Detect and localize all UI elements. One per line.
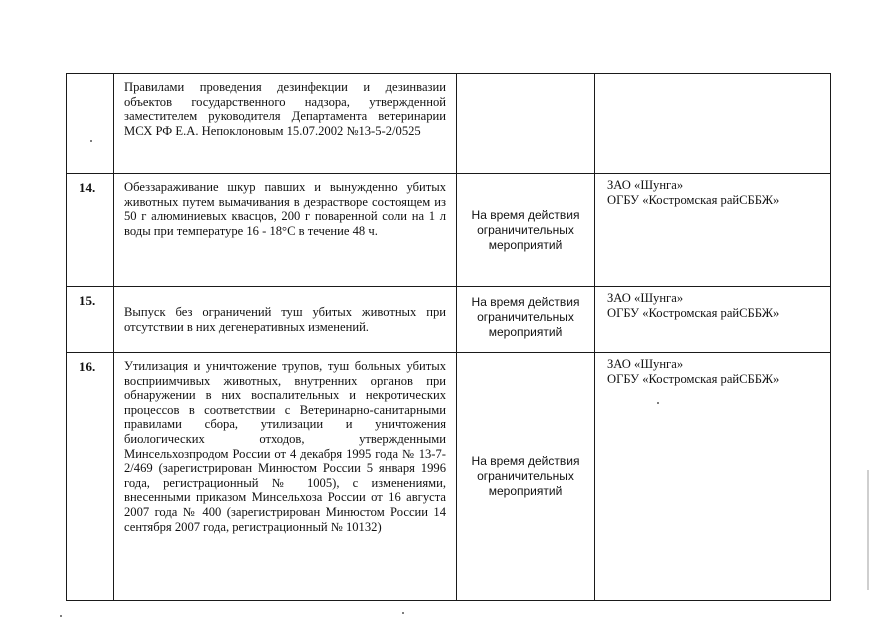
table-row [67,74,831,174]
measure-description: Выпуск без ограничений туш убитых животных при отсутствии в них дегенеративных изменений. [114,287,457,353]
responsible-cell [595,353,831,601]
measure-description: Обеззараживание шкур павших и вынужденно убитых животных путем вымачивания в дезрастворе состоящем из 50 г алюминиевых квасцов, 200 г поваренной соли на 1 л воды при температуре 16 - 18°С в течение 48 ч. [114,174,457,287]
scan-speck [60,615,62,617]
responsible-org: ОГБУ «Костромская райСББЖ» [607,306,780,320]
measures-table [66,73,831,601]
scan-speck [402,612,404,614]
row-number-cell: 15. [67,287,114,353]
measure-description: Правилами проведения дезинфекции и дезинвазии объектов государственного надзора, утвержденной заместителем руководителя Департамента ветеринарии МСХ РФ Е.А. Непоклоновым 15.07.2002 №13-5-2/0525 [114,74,457,174]
row-number-cell: 14. [67,174,114,287]
scan-speck [90,140,92,142]
responsible-org: ОГБУ «Костромская райСББЖ» [607,193,780,207]
responsible-cell [595,74,831,174]
term-cell [457,74,595,174]
scan-edge-shadow [867,470,869,590]
responsible-org: ОГБУ «Костромская райСББЖ» [607,372,780,386]
responsible-org: ЗАО «Шунга» [607,357,684,371]
responsible-org: ЗАО «Шунга» [607,291,684,305]
term-cell: На время действия ограничительных мероприятий [457,287,595,353]
table-row [67,287,831,353]
responsible-cell [595,174,831,287]
row-number-cell: 16. [67,353,114,601]
responsible-cell [595,287,831,353]
term-cell: На время действия ограничительных мероприятий [457,174,595,287]
responsible-org: ЗАО «Шунга» [607,178,684,192]
scan-speck [657,402,659,404]
table-row [67,174,831,287]
table-row [67,353,831,601]
measure-description: Утилизация и уничтожение трупов, туш больных убитых восприимчивых животных, внутренних органов при обнаружении в них воспалительных и некротических процессов в соответствии с Ветеринарно-санитарными правилами сбора, утилизации и уничтожения биологических отходов, утвержденными Минсельхозпродом России от 4 декабря 1995 года № 13-7-2/469 (зарегистрирован Минюстом России 5 января 1996 года, регистрационный № 1005), с изменениями, внесенными приказом Минсельхоза России от 16 августа 2007 года № 400 (зарегистрирован Минюстом России 14 сентября 2007 года, регистрационный № 10132) [114,353,457,601]
row-number-cell [67,74,114,174]
term-cell: На время действия ограничительных мероприятий [457,353,595,601]
